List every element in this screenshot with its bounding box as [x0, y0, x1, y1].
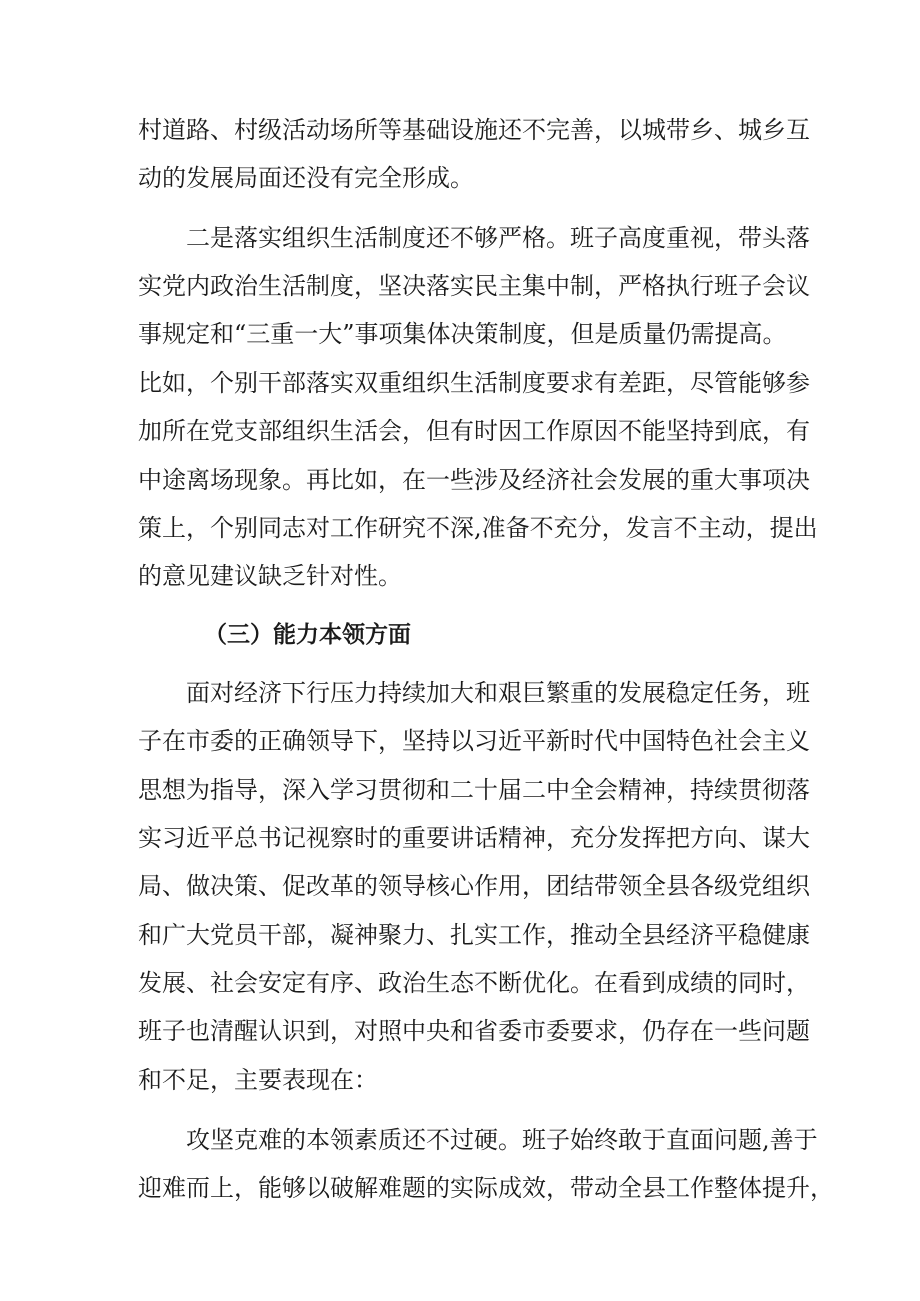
paragraph-2-line-7: 策上，个别同志对工作研究不深,准备不充分，发言不主动，提出 [138, 514, 818, 542]
paragraph-3-line-4: 实习近平总书记视察时的重要讲话精神，充分发挥把方向、谋大 [138, 824, 810, 852]
paragraph-2-line-1: 二是落实组织生活制度还不够严格。班子高度重视，带头落 [186, 224, 810, 252]
paragraph-3-line-2: 子在市委的正确领导下，坚持以习近平新时代中国特色社会主义 [138, 727, 810, 755]
paragraph-2-line-4: 比如，个别干部落实双重组织生活制度要求有差距，尽管能够参 [138, 369, 810, 397]
paragraph-3-line-7: 发展、社会安定有序、政治生态不断优化。在看到成绩的同时， [138, 969, 810, 997]
paragraph-3-line-3: 思想为指导，深入学习贯彻和二十届二中全会精神，持续贯彻落 [138, 776, 810, 804]
paragraph-2-line-8: 的意见建议缺乏针对性。 [138, 562, 402, 590]
paragraph-2-line-3: 事规定和“三重一大”事项集体决策制度，但是质量仍需提高。 [138, 320, 787, 348]
paragraph-4-line-2: 迎难而上，能够以破解难题的实际成效，带动全县工作整体提升， [138, 1174, 834, 1202]
paragraph-2-line-2: 实党内政治生活制度，坚决落实民主集中制，严格执行班子会议 [138, 272, 810, 300]
paragraph-4-line-1: 攻坚克难的本领素质还不过硬。班子始终敢于直面问题,善于 [186, 1126, 818, 1154]
paragraph-3-line-5: 局、做决策、促改革的领导核心作用，团结带领全县各级党组织 [138, 872, 810, 900]
paragraph-2-line-6: 中途离场现象。再比如，在一些涉及经济社会发展的重大事项决 [138, 466, 810, 494]
paragraph-3-line-8: 班子也清醒认识到，对照中央和省委市委要求，仍存在一些问题 [138, 1017, 810, 1045]
paragraph-1-line-2: 动的发展局面还没有完全形成。 [138, 164, 474, 192]
paragraph-1-line-1: 村道路、村级活动场所等基础设施还不完善，以城带乡、城乡互 [138, 116, 810, 144]
section-heading: （三）能力本领方面 [204, 622, 411, 648]
paragraph-2-line-5: 加所在党支部组织生活会，但有时因工作原因不能坚持到底，有 [138, 417, 810, 445]
paragraph-3-line-1: 面对经济下行压力持续加大和艰巨繁重的发展稳定任务，班 [186, 679, 810, 707]
paragraph-3-line-9: 和不足，主要表现在： [138, 1066, 378, 1094]
paragraph-3-line-6: 和广大党员干部，凝神聚力、扎实工作，推动全县经济平稳健康 [138, 921, 810, 949]
